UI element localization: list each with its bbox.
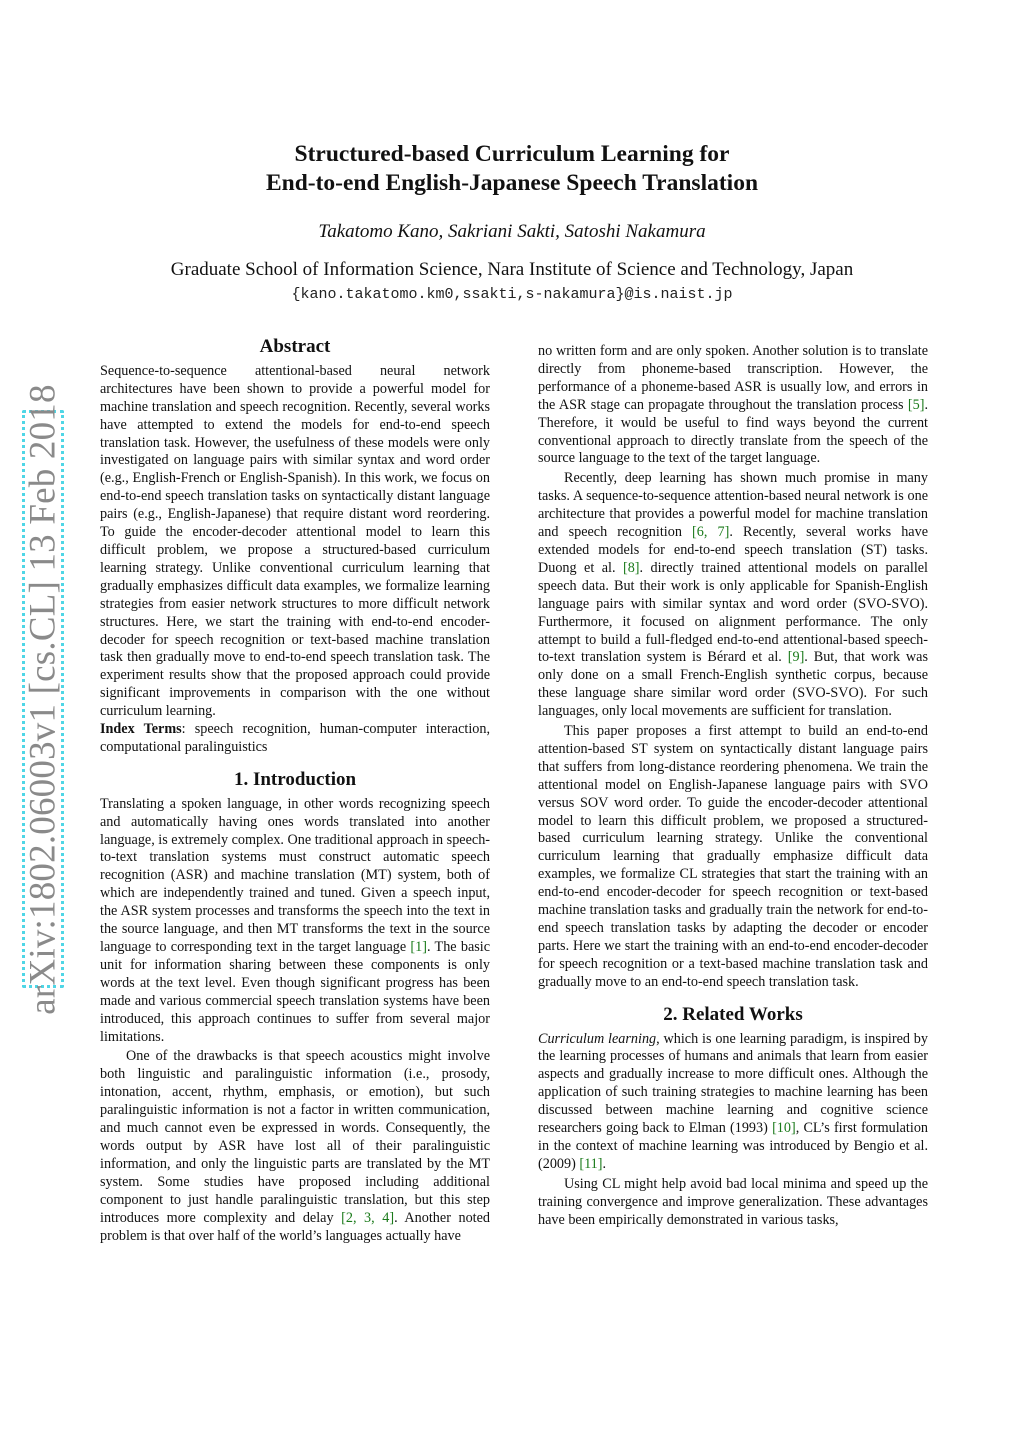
related-p1-text-a: , which is one learning paradigm, is inspired by the learning processes of humans and animals that learn from easier aspects and gradually increase to more difficult ones. Although the application of such training strategies to machine learning has been discussed between machine learning and cognitive science researchers going back to Elman (1993) [538, 1030, 928, 1137]
intro-p1-text-a: Translating a spoken language, in other words recognizing speech and automatically having ones words translated into another language, is extremely complex. One traditional approach in speech-to-text translation systems must construct automatic speech recognition (ASR) and machine translation (MT) system, both of which are independently trained and tuned. Given a speech input, the ASR system processes and transforms the speech into the text in the source language, and then MT transforms the text in the source language to corresponding text in the target language [100, 795, 491, 955]
right-column [538, 343, 928, 1230]
paper-title [0, 140, 1024, 198]
citation-link[interactable]: [2, 3, 4] [341, 1209, 395, 1226]
abstract-heading: Abstract [259, 336, 331, 357]
left-column [100, 338, 490, 1245]
related-works-heading: 2. Related Works [663, 1003, 803, 1025]
citation-link[interactable]: [6, 7] [692, 524, 730, 541]
intro-paragraph-3 [538, 470, 928, 721]
related-paragraph-2: Using CL might help avoid bad local minima and speed up the training convergence and improve generalization. These advantages have been empirically demonstrated in various tasks, [538, 1175, 928, 1228]
email: {kano.takatomo.km0,ssakti,s-nakamura}@is.naist.jp [291, 286, 733, 303]
title-line-2: End-to-end English-Japanese Speech Translation [265, 170, 759, 196]
intro-p4-text-a: Recently, deep learning has shown much promise in many tasks. A sequence-to-sequence attention-based neural network is one architecture that provides a powerful model for machine translation and speech recognition [538, 470, 928, 541]
affiliation: Graduate School of Information Science, Nara Institute of Science and Technology, Japan [170, 259, 854, 280]
citation-link[interactable]: [8] [622, 559, 640, 576]
intro-paragraph-1 [100, 796, 490, 1047]
curriculum-learning-term: Curriculum learning [538, 1030, 657, 1047]
index-terms-label: Index Terms [100, 721, 182, 738]
intro-p4-text-c: . directly trained attentional models on parallel speech data. But their work is only applicable for Spanish-English language pairs with similar syntax and word order (SVO-SVO). Furthermore, it focused on alignment performance. The only attempt to build a full-fledged end-to-end attentional-based speech-to-text translation system is Bérard et al. [538, 559, 928, 666]
related-p1-text-c: . [602, 1155, 607, 1172]
abstract-text: Sequence-to-sequence attentional-based neural network architectures have been shown to provide a powerful model for machine translation and speech recognition. Recently, several works have attempted to extend the models for end-to-end speech translation task. However, the usefulness of these models were only investigated on language pairs with similar syntax and word order (e.g., English-French or English-Spanish). In this work, we focus on end-to-end speech translation tasks on syntactically distant language pairs (e.g., English-Japanese) that require distant word reordering. To guide the encoder-decoder attentional model to learn this difficult problem, we propose a structured-based curriculum learning strategy. Unlike conventional curriculum learning that gradually emphasizes difficult data examples, we formalize learning strategies from easier network structures to more difficult network structures. Here, we start the training with end-to-end encoder-decoder for speech recognition or text-based machine translation task then gradually move to end-to-end speech translation task. The experiment results show that the proposed approach could provide significant improvements in comparison with the one without curriculum learning. [100, 362, 490, 720]
intro-p1-text-b: . The basic unit for information sharing between these components is only words at the text level. Even though significant progress has been made and various commercial speech translation systems have been introduced, this approach continues to suffer from several major limitations. [100, 939, 490, 1045]
citation-link[interactable]: [5] [907, 396, 925, 413]
title-line-1: Structured-based Curriculum Learning for [294, 141, 730, 167]
paper-header [0, 140, 1024, 303]
intro-p4-text-b: . Recently, several works have extended models for end-to-end speech translation (ST) tasks. Duong et al. [538, 524, 928, 576]
arxiv-identifier-text: arXiv:1802.06003v1 [cs.CL] 13 Feb 2018 [22, 383, 64, 1015]
authors: Takatomo Kano, Sakriani Sakti, Satoshi Nakamura [318, 221, 706, 242]
intro-p4-text-d: . But, that work was only done on a small French-English synthetic corpus, because these language share similar word order (SVO-SVO). For such languages, only local movements are sufficient for translation. [538, 649, 928, 720]
intro-paragraph-4: This paper proposes a first attempt to build an end-to-end attention-based ST system on syntactically distant language pairs that suffers from long-distance reordering phenomena. We train the attentional model on English-Japanese language pairs with SVO versus SOV word order. To guide the encoder-decoder attentional model to learn this difficult problem, we proposed a structured-based curriculum learning strategy. Unlike the conventional curriculum learning that gradually emphasize difficult data examples, we formalize CL strategies that start the training with an end-to-end encoder-decoder for speech recognition or text-based machine translation tasks and gradually train the network for end-to-end speech translation tasks by adapting the decoder or encoder parts. Here we start the training with an end-to-end encoder-decoder for speech recognition or a text-based machine translation task and gradually move to an end-to-end speech translation task. [538, 723, 928, 990]
citation-link[interactable]: [11] [579, 1155, 603, 1172]
intro-paragraph-2-continued [538, 343, 928, 468]
intro-paragraph-2 [100, 1048, 490, 1245]
related-paragraph-1 [538, 1031, 928, 1174]
citation-link[interactable]: [1] [410, 939, 427, 955]
intro-p2-text-a: One of the drawbacks is that speech acoustics might involve both linguistic and paralinguistic information (i.e., prosody, intonation, accent, rhythm, emphasis, or emotion), but such paralinguistic information is not a factor in written communication, and much cannot even be expressed in words. Consequently, the words output by ASR have lost all of their paralinguistic information, and only the linguistic parts are translated by the MT system. Some studies have proposed including additional component to just handle paralinguistic translation, but this step introduces more complexity and delay [100, 1048, 490, 1226]
index-terms [100, 721, 490, 757]
intro-p2-text-b: . Another noted problem is that over half of the world’s languages actually have [100, 1209, 490, 1244]
related-p1-text-b: , CL’s first formulation in the context of machine learning was introduced by Bengio et al. (2009) [538, 1120, 929, 1172]
index-terms-text: : speech recognition, human-computer interaction, computational paralinguistics [100, 721, 491, 755]
introduction-heading: 1. Introduction [233, 768, 357, 790]
intro-p3-text-b: . Therefore, it would be useful to find ways beyond the current conventional approach to directly translate from the speech of the source language to the text of the target language. [538, 396, 928, 467]
citation-link[interactable]: [9] [787, 649, 805, 666]
intro-p3-text-a: no written form and are only spoken. Another solution is to translate directly from phoneme-based transcription. However, the performance of a phoneme-based ASR is usually low, and errors in the ASR stage can propagate throughout the translation process [538, 343, 928, 413]
citation-link[interactable]: [10] [772, 1120, 796, 1137]
arxiv-identifier-stamp [22, 383, 64, 1015]
